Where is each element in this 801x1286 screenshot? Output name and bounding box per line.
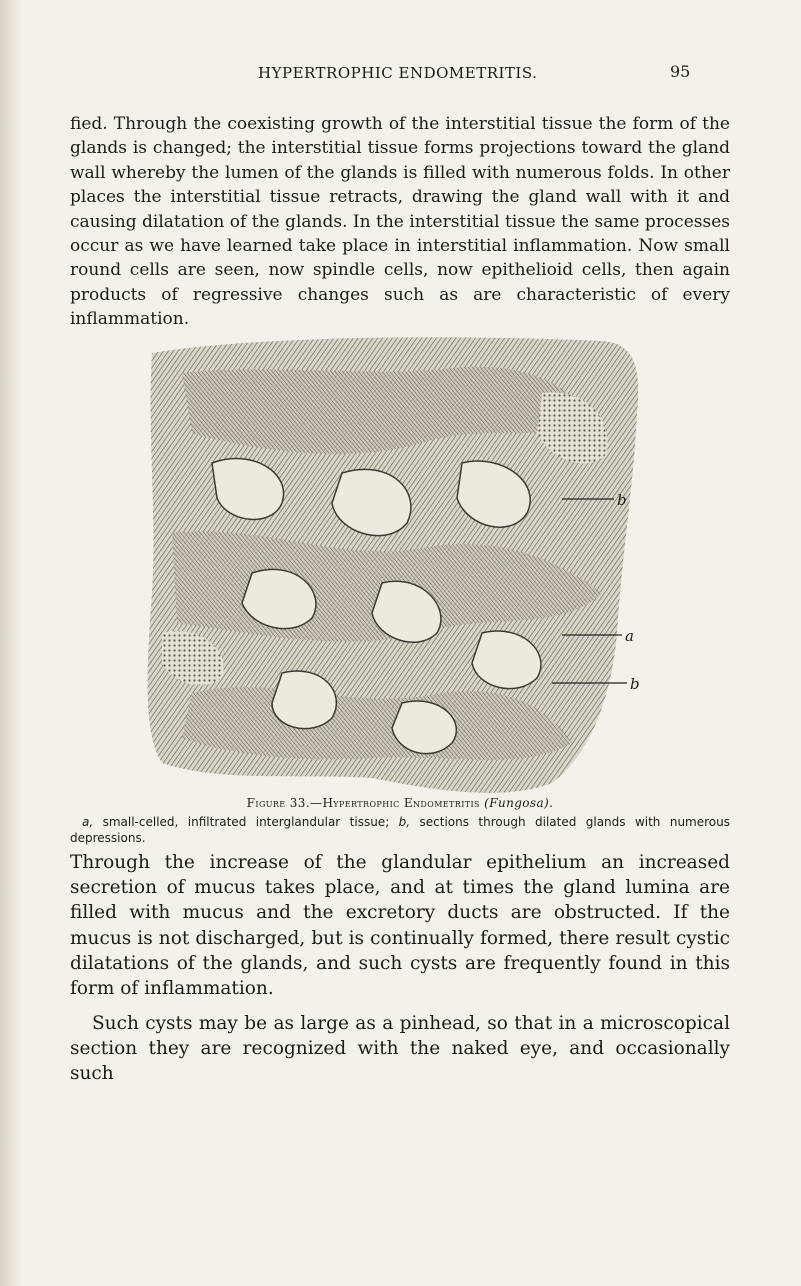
figure-label-a: a [625,627,634,645]
figure-label-b-lower: b [630,675,640,693]
running-title: HYPERTROPHIC ENDOMETRITIS. [258,64,538,82]
figure-title: —Hypertrophic Endometritis [310,796,480,810]
figure-subtitle: (Fungosa). [484,796,554,810]
legend-text-a: small-celled, infiltrated interglandular tissue; [93,815,399,829]
legend-letter-a: a, [82,815,94,829]
page-number: 95 [670,62,691,81]
figure-label-b-upper: b [617,491,627,509]
figure-illustration [122,333,762,803]
legend-letter-b: b, [398,815,411,829]
legend-text-b: sections through dilated glands with numerous depressions. [70,815,730,845]
figure-legend [70,814,730,846]
paragraph-top: fied. Through the coexisting growth of the interstitial tissue the form of the glands is changed; the interstitial tissue forms projections toward the gland wall whereby the lumen of the glands is filled with numerous folds. In other places the interstitial tissue retracts, drawing the gland wall with it and causing dilatation of the glands. In the interstitial tissue the same processes occur as we have learned take place in interstitial inflammation. Now small round cells are seen, now spindle cells, now epithelioid cells, then again products of regressive changes such as are characteristic of every inflammation. [70,114,730,330]
page-edge-shadow [0,0,22,1286]
running-head [0,62,801,86]
figure-number: Figure 33. [246,796,311,810]
figure-caption [70,796,730,810]
histology-engraving [122,333,762,803]
paragraph-bottom: Through the increase of the glandular epithelium an increased secretion of mucus takes place, and at times the gland lumina are filled with mucus and the excretory ducts are obstructed. If the mucus is not discharged, but is continually formed, there result cystic dilatations of the glands, and such cysts are frequently found in this form of inflammation. [70,852,730,1000]
paragraph-last: Such cysts may be as large as a pinhead, so that in a microscopical section they are recognized with the naked eye, and occasionally such [70,1013,730,1085]
